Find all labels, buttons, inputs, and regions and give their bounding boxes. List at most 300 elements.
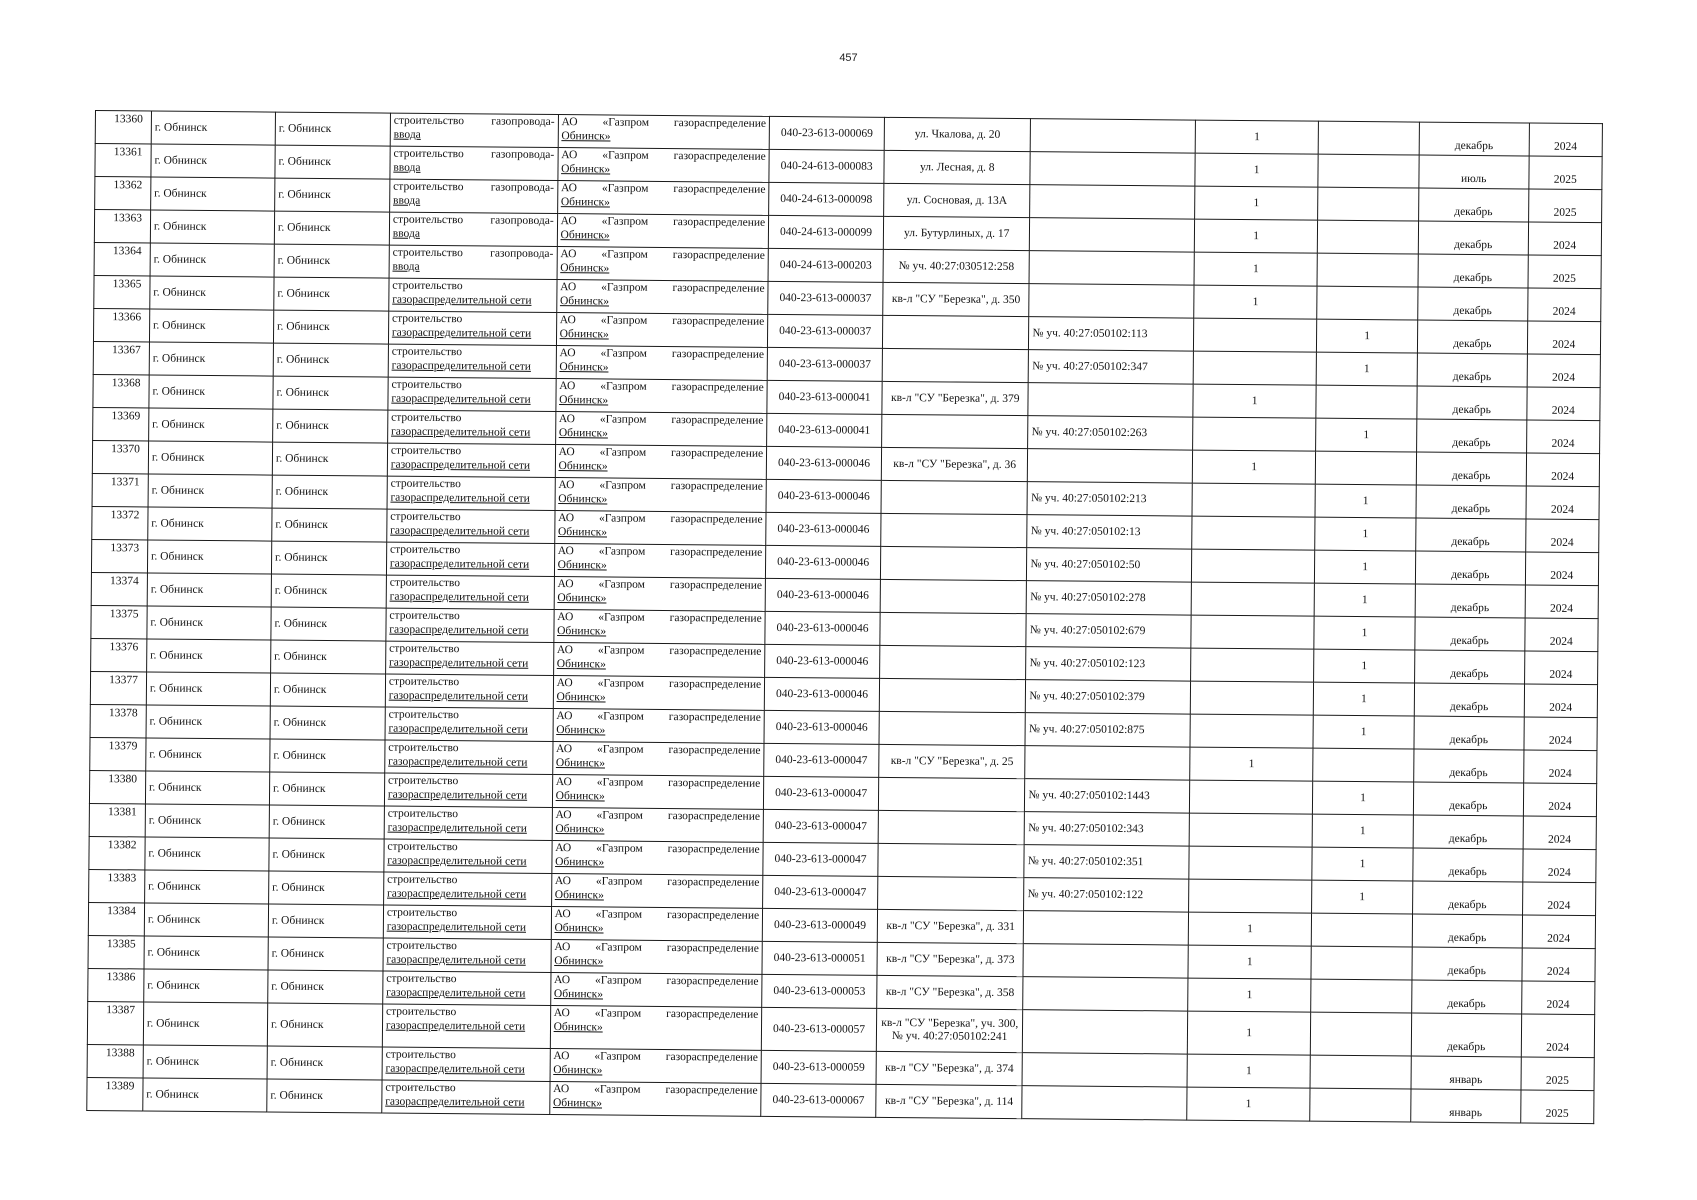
municipality-cell: г. Обнинск bbox=[147, 540, 271, 574]
month-cell: декабрь bbox=[1415, 617, 1525, 651]
address-cell bbox=[880, 546, 1027, 580]
year-cell: 2024 bbox=[1527, 387, 1601, 421]
work-type-cell bbox=[388, 344, 556, 378]
org-prefix: АО bbox=[554, 908, 571, 921]
address-cell bbox=[879, 711, 1026, 745]
work-type-line2: газораспределительной сети bbox=[391, 326, 532, 340]
org-type: газораспределение bbox=[665, 1051, 758, 1064]
flag2-cell bbox=[1317, 253, 1418, 287]
work-type-cell bbox=[387, 443, 555, 477]
municipality-cell: г. Обнинск bbox=[145, 771, 269, 805]
org-city: Обнинск» bbox=[557, 559, 607, 572]
work-type-cell bbox=[386, 542, 554, 576]
year-cell: 2024 bbox=[1523, 783, 1597, 817]
organization-cell bbox=[557, 214, 769, 249]
settlement-cell: г. Обнинск bbox=[273, 376, 388, 410]
contract-code-cell: 040-23-613-000041 bbox=[767, 380, 882, 414]
work-type-cell bbox=[390, 146, 558, 180]
org-prefix: АО bbox=[557, 545, 574, 558]
organization-cell bbox=[556, 280, 768, 315]
cadastral-parcel-cell: № уч. 40:27:050102:875 bbox=[1025, 713, 1190, 747]
org-city: Обнинск» bbox=[558, 460, 608, 473]
month-cell: декабрь bbox=[1417, 320, 1527, 354]
org-name: «Газпром bbox=[597, 743, 644, 756]
org-type: газораспределение bbox=[668, 777, 761, 790]
work-type-cell bbox=[387, 410, 555, 444]
month-cell: декабрь bbox=[1415, 551, 1525, 585]
org-city: Обнинск» bbox=[556, 691, 606, 704]
flag1-cell bbox=[1192, 549, 1315, 583]
year-cell: 2025 bbox=[1521, 1057, 1595, 1091]
org-prefix: АО bbox=[556, 710, 573, 723]
work-type-line1: строительство bbox=[386, 972, 457, 986]
contract-code-cell: 040-24-613-000098 bbox=[769, 182, 884, 216]
work-type-line2: газораспределительной сети bbox=[385, 1095, 525, 1109]
org-name: «Газпром bbox=[599, 512, 646, 525]
org-prefix: АО bbox=[556, 743, 573, 756]
work-type-line1: строительство bbox=[390, 444, 462, 458]
org-name: «Газпром bbox=[597, 710, 644, 723]
row-number: 13364 bbox=[94, 242, 150, 275]
work-type-line2: газораспределительной сети bbox=[387, 854, 527, 868]
address-cell bbox=[880, 645, 1027, 679]
row-number: 13385 bbox=[88, 935, 144, 968]
org-type: газораспределение bbox=[669, 678, 762, 691]
row-number: 13377 bbox=[90, 671, 146, 704]
flag2-cell bbox=[1311, 946, 1412, 980]
month-cell: декабрь bbox=[1416, 518, 1526, 552]
org-name: «Газпром bbox=[598, 545, 646, 558]
organization-cell bbox=[558, 115, 770, 150]
municipality-cell: г. Обнинск bbox=[149, 342, 273, 376]
month-cell: декабрь bbox=[1412, 980, 1522, 1014]
municipality-cell: г. Обнинск bbox=[143, 1078, 267, 1112]
address-cell: кв-л "СУ "Березка", уч. 300, № уч. 40:27:050102:241 bbox=[876, 1008, 1023, 1052]
work-type-cell bbox=[384, 806, 552, 840]
row-number: 13360 bbox=[95, 111, 151, 144]
municipality-cell: г. Обнинск bbox=[151, 177, 275, 211]
organization-cell bbox=[552, 808, 764, 843]
org-type: газораспределение bbox=[666, 942, 759, 955]
flag2-cell: 1 bbox=[1313, 715, 1414, 749]
work-type-cell bbox=[389, 179, 557, 213]
work-type-line2: ввода bbox=[393, 194, 421, 207]
work-type-cell bbox=[385, 674, 553, 708]
org-city: Обнинск» bbox=[560, 196, 610, 209]
work-type-line2: газораспределительной сети bbox=[387, 788, 528, 802]
cadastral-parcel-cell: № уч. 40:27:050102:351 bbox=[1024, 845, 1189, 879]
settlement-cell: г. Обнинск bbox=[269, 805, 384, 839]
work-type-line2: газораспределительной сети bbox=[392, 293, 532, 307]
flag1-cell bbox=[1193, 351, 1316, 385]
gas-works-table bbox=[86, 110, 1603, 1124]
organization-cell bbox=[552, 775, 764, 810]
work-type-line2: газораспределительной сети bbox=[390, 524, 530, 538]
flag2-cell: 1 bbox=[1317, 319, 1418, 353]
cadastral-parcel-cell bbox=[1030, 218, 1195, 252]
month-cell: январь bbox=[1411, 1089, 1521, 1123]
org-prefix: АО bbox=[555, 776, 572, 789]
org-city: Обнинск» bbox=[559, 394, 609, 407]
year-cell: 2024 bbox=[1529, 123, 1603, 157]
org-name: «Газпром bbox=[599, 446, 647, 459]
work-type-cell bbox=[382, 1080, 550, 1114]
year-cell: 2024 bbox=[1522, 915, 1596, 949]
work-type-line1: строительство bbox=[393, 114, 465, 128]
organization-cell bbox=[556, 346, 768, 381]
org-prefix: АО bbox=[560, 182, 578, 195]
org-name: «Газпром bbox=[594, 974, 642, 987]
org-city: Обнинск» bbox=[554, 889, 604, 902]
work-type-line2: газораспределительной сети bbox=[385, 1019, 526, 1033]
settlement-cell: г. Обнинск bbox=[275, 145, 390, 179]
organization-cell bbox=[557, 181, 769, 216]
work-type-line1b: газопровода- bbox=[491, 115, 555, 129]
year-cell: 2024 bbox=[1521, 981, 1595, 1015]
row-number: 13361 bbox=[95, 144, 151, 177]
flag2-cell bbox=[1318, 121, 1419, 155]
org-prefix: АО bbox=[559, 347, 576, 360]
year-cell: 2024 bbox=[1525, 552, 1599, 586]
org-city: Обнинск» bbox=[560, 229, 610, 242]
year-cell: 2024 bbox=[1526, 420, 1600, 454]
flag1-cell bbox=[1194, 318, 1317, 352]
year-cell: 2025 bbox=[1529, 156, 1603, 190]
work-type-cell bbox=[388, 311, 556, 345]
org-city: Обнинск» bbox=[553, 1021, 603, 1034]
org-city: Обнинск» bbox=[556, 724, 606, 737]
year-cell: 2024 bbox=[1527, 354, 1601, 388]
org-prefix: АО bbox=[555, 809, 572, 822]
work-type-line1: строительство bbox=[390, 477, 461, 491]
year-cell: 2025 bbox=[1528, 255, 1602, 289]
month-cell: декабрь bbox=[1413, 815, 1523, 849]
work-type-line2: газораспределительной сети bbox=[387, 821, 527, 835]
org-name: «Газпром bbox=[598, 611, 645, 624]
org-city: Обнинск» bbox=[556, 658, 606, 671]
contract-code-cell: 040-23-613-000047 bbox=[764, 776, 879, 810]
address-cell: ул. Чкалова, д. 20 bbox=[884, 117, 1031, 151]
org-name: «Газпром bbox=[596, 809, 644, 822]
municipality-cell: г. Обнинск bbox=[148, 474, 272, 508]
org-prefix: АО bbox=[554, 974, 571, 987]
table-container bbox=[86, 110, 1603, 1124]
contract-code-cell: 040-23-613-000046 bbox=[766, 446, 881, 480]
work-type-line1: строительство bbox=[392, 279, 463, 293]
contract-code-cell: 040-23-613-000057 bbox=[761, 1007, 876, 1051]
organization-cell bbox=[553, 643, 765, 678]
month-cell: декабрь bbox=[1412, 914, 1522, 948]
flag2-cell bbox=[1316, 385, 1417, 419]
org-type: газораспределение bbox=[673, 216, 766, 229]
contract-code-cell: 040-23-613-000049 bbox=[762, 908, 877, 942]
flag2-cell bbox=[1315, 451, 1416, 485]
settlement-cell: г. Обнинск bbox=[271, 574, 386, 608]
municipality-cell: г. Обнинск bbox=[150, 243, 274, 277]
cadastral-parcel-cell: № уч. 40:27:050102:50 bbox=[1027, 548, 1192, 582]
flag1-cell: 1 bbox=[1195, 186, 1318, 220]
org-prefix: АО bbox=[558, 479, 575, 492]
municipality-cell: г. Обнинск bbox=[150, 276, 274, 310]
flag2-cell bbox=[1318, 187, 1419, 221]
contract-code-cell: 040-23-613-000046 bbox=[765, 611, 880, 645]
address-cell: ул. Бутурлиных, д. 17 bbox=[883, 216, 1030, 250]
flag1-cell bbox=[1190, 714, 1313, 748]
work-type-cell bbox=[387, 476, 555, 510]
org-type: газораспределение bbox=[673, 150, 766, 163]
contract-code-cell: 040-23-613-000047 bbox=[764, 743, 879, 777]
row-number: 13380 bbox=[89, 770, 145, 803]
organization-cell bbox=[554, 610, 766, 645]
work-type-line1: строительство bbox=[388, 708, 459, 722]
cadastral-parcel-cell: № уч. 40:27:050102:278 bbox=[1027, 581, 1192, 615]
address-cell: кв-л "СУ "Березка", д. 350 bbox=[883, 282, 1030, 316]
row-number: 13370 bbox=[92, 440, 148, 473]
organization-cell bbox=[554, 511, 766, 546]
cadastral-parcel-cell bbox=[1028, 383, 1193, 417]
org-prefix: АО bbox=[556, 677, 573, 690]
year-cell: 2024 bbox=[1524, 684, 1598, 718]
settlement-cell: г. Обнинск bbox=[273, 343, 388, 377]
flag1-cell: 1 bbox=[1193, 384, 1316, 418]
row-number: 13374 bbox=[91, 572, 147, 605]
settlement-cell: г. Обнинск bbox=[269, 838, 384, 872]
work-type-cell bbox=[389, 245, 557, 279]
work-type-cell bbox=[387, 509, 555, 543]
settlement-cell: г. Обнинск bbox=[268, 970, 383, 1004]
contract-code-cell: 040-23-613-000047 bbox=[763, 875, 878, 909]
work-type-line2: газораспределительной сети bbox=[391, 425, 531, 439]
flag1-cell: 1 bbox=[1194, 285, 1317, 319]
work-type-line1: строительство bbox=[386, 906, 458, 920]
flag2-cell: 1 bbox=[1312, 814, 1413, 848]
org-name: «Газпром bbox=[599, 479, 646, 492]
flag1-cell: 1 bbox=[1187, 1087, 1310, 1121]
year-cell: 2024 bbox=[1522, 948, 1596, 982]
work-type-cell bbox=[385, 641, 553, 675]
row-number: 13387 bbox=[87, 1001, 143, 1044]
flag2-cell: 1 bbox=[1314, 649, 1415, 683]
org-prefix: АО bbox=[554, 875, 572, 888]
contract-code-cell: 040-23-613-000059 bbox=[761, 1050, 876, 1084]
row-number: 13368 bbox=[93, 374, 149, 407]
org-name: «Газпром bbox=[600, 347, 648, 360]
flag1-cell: 1 bbox=[1194, 219, 1317, 253]
month-cell: декабрь bbox=[1413, 848, 1523, 882]
flag2-cell bbox=[1318, 220, 1419, 254]
settlement-cell: г. Обнинск bbox=[272, 442, 387, 476]
work-type-line1: строительство bbox=[391, 378, 462, 392]
work-type-line1: строительство bbox=[390, 510, 461, 524]
work-type-line2: газораспределительной сети bbox=[391, 392, 531, 406]
year-cell: 2024 bbox=[1521, 1014, 1595, 1058]
org-type: газораспределение bbox=[672, 249, 765, 262]
org-city: Обнинск» bbox=[555, 757, 606, 770]
year-cell: 2024 bbox=[1524, 651, 1598, 685]
month-cell: декабрь bbox=[1413, 782, 1523, 816]
cadastral-parcel-cell bbox=[1024, 911, 1189, 945]
org-city: Обнинск» bbox=[561, 163, 611, 176]
flag2-cell bbox=[1311, 979, 1412, 1013]
cadastral-parcel-cell bbox=[1029, 284, 1194, 318]
flag1-cell: 1 bbox=[1192, 450, 1315, 484]
address-cell: кв-л "СУ "Березка", д. 331 bbox=[877, 909, 1024, 943]
year-cell: 2024 bbox=[1522, 882, 1596, 916]
month-cell: декабрь bbox=[1418, 254, 1528, 288]
org-prefix: АО bbox=[553, 1007, 570, 1020]
row-number: 13362 bbox=[95, 177, 151, 210]
work-type-line1: строительство bbox=[387, 774, 459, 788]
work-type-line2: газораспределительной сети bbox=[386, 887, 527, 901]
org-type: газораспределение bbox=[673, 117, 767, 130]
flag1-cell: 1 bbox=[1190, 747, 1313, 781]
settlement-cell: г. Обнинск bbox=[268, 904, 383, 938]
flag2-cell: 1 bbox=[1316, 418, 1417, 452]
address-cell bbox=[882, 348, 1029, 382]
month-cell: декабрь bbox=[1418, 188, 1528, 222]
flag1-cell bbox=[1191, 615, 1314, 649]
organization-cell bbox=[556, 379, 768, 414]
settlement-cell: г. Обнинск bbox=[269, 871, 384, 905]
cadastral-parcel-cell bbox=[1025, 746, 1190, 780]
address-cell bbox=[880, 579, 1027, 613]
org-city: Обнинск» bbox=[555, 823, 605, 836]
flag1-cell: 1 bbox=[1195, 153, 1318, 187]
contract-code-cell: 040-23-613-000046 bbox=[766, 479, 881, 513]
cadastral-parcel-cell: № уч. 40:27:050102:679 bbox=[1026, 614, 1191, 648]
address-cell bbox=[881, 480, 1028, 514]
address-cell: ул. Сосновая, д. 13А bbox=[884, 183, 1031, 217]
cadastral-parcel-cell bbox=[1022, 1053, 1187, 1087]
work-type-line2: газораспределительной сети bbox=[389, 590, 529, 604]
org-name: «Газпром bbox=[597, 677, 645, 690]
cadastral-parcel-cell: № уч. 40:27:050102:347 bbox=[1029, 350, 1194, 384]
cadastral-parcel-cell bbox=[1030, 152, 1195, 186]
flag2-cell: 1 bbox=[1314, 616, 1415, 650]
municipality-cell: г. Обнинск bbox=[149, 375, 273, 409]
work-type-line2: газораспределительной сети bbox=[390, 491, 530, 505]
year-cell: 2024 bbox=[1527, 288, 1601, 322]
contract-code-cell: 040-24-613-000203 bbox=[768, 248, 883, 282]
row-number: 13381 bbox=[89, 803, 145, 836]
contract-code-cell: 040-23-613-000069 bbox=[769, 116, 884, 150]
organization-cell bbox=[554, 577, 766, 612]
municipality-cell: г. Обнинск bbox=[144, 969, 268, 1003]
org-prefix: АО bbox=[553, 1050, 570, 1063]
work-type-line2: газораспределительной сети bbox=[388, 689, 529, 703]
org-name: «Газпром bbox=[594, 1050, 641, 1063]
org-type: газораспределение bbox=[666, 975, 759, 988]
contract-code-cell: 040-23-613-000046 bbox=[765, 644, 880, 678]
contract-code-cell: 040-23-613-000047 bbox=[763, 809, 878, 843]
org-prefix: АО bbox=[561, 116, 578, 129]
org-prefix: АО bbox=[558, 446, 575, 459]
work-type-cell bbox=[383, 971, 551, 1005]
organization-cell bbox=[551, 874, 763, 909]
work-type-line1: строительство bbox=[392, 213, 464, 227]
municipality-cell: г. Обнинск bbox=[146, 738, 270, 772]
work-type-line2: ввода bbox=[392, 260, 420, 273]
work-type-line1: строительство bbox=[389, 642, 460, 656]
organization-cell bbox=[550, 1049, 762, 1084]
flag1-cell bbox=[1189, 813, 1312, 847]
organization-cell bbox=[550, 1006, 762, 1051]
org-name: «Газпром bbox=[596, 776, 644, 789]
flag2-cell: 1 bbox=[1315, 517, 1416, 551]
work-type-line1b: газопровода- bbox=[490, 148, 555, 162]
cadastral-parcel-cell: № уч. 40:27:050102:263 bbox=[1028, 416, 1193, 450]
row-number: 13373 bbox=[91, 539, 147, 572]
month-cell: декабрь bbox=[1412, 947, 1522, 981]
year-cell: 2025 bbox=[1528, 189, 1602, 223]
flag1-cell: 1 bbox=[1194, 252, 1317, 286]
address-cell: ул. Лесная, д. 8 bbox=[884, 150, 1031, 184]
settlement-cell: г. Обнинск bbox=[268, 937, 383, 971]
work-type-line2: ввода bbox=[393, 128, 421, 141]
settlement-cell: г. Обнинск bbox=[267, 1079, 382, 1113]
work-type-line1: строительство bbox=[391, 312, 463, 326]
flag2-cell bbox=[1311, 913, 1412, 947]
row-number: 13365 bbox=[94, 275, 150, 308]
cadastral-parcel-cell: № уч. 40:27:050102:13 bbox=[1027, 515, 1192, 549]
org-prefix: АО bbox=[560, 281, 577, 294]
settlement-cell: г. Обнинск bbox=[274, 277, 389, 311]
contract-code-cell: 040-23-613-000046 bbox=[764, 677, 879, 711]
org-type: газораспределение bbox=[667, 843, 760, 856]
contract-code-cell: 040-23-613-000037 bbox=[767, 347, 882, 381]
settlement-cell: г. Обнинск bbox=[274, 244, 389, 278]
org-prefix: АО bbox=[560, 215, 577, 228]
org-type: газораспределение bbox=[673, 183, 766, 196]
work-type-line1: строительство bbox=[393, 180, 464, 194]
settlement-cell: г. Обнинск bbox=[270, 673, 385, 707]
contract-code-cell: 040-23-613-000046 bbox=[764, 710, 879, 744]
org-type: газораспределение bbox=[671, 414, 764, 427]
org-city: Обнинск» bbox=[557, 625, 607, 638]
work-type-cell bbox=[385, 707, 553, 741]
row-number: 13382 bbox=[89, 836, 145, 869]
cadastral-parcel-cell: № уч. 40:27:050102:343 bbox=[1025, 812, 1190, 846]
org-city: Обнинск» bbox=[553, 1064, 603, 1077]
row-number: 13366 bbox=[93, 308, 149, 341]
org-city: Обнинск» bbox=[554, 922, 604, 935]
org-city: Обнинск» bbox=[552, 1097, 603, 1110]
organization-cell bbox=[554, 544, 766, 579]
organization-cell bbox=[558, 148, 770, 183]
month-cell: декабрь bbox=[1414, 749, 1524, 783]
month-cell: декабрь bbox=[1416, 419, 1526, 453]
org-type: газораспределение bbox=[665, 1084, 758, 1097]
org-name: «Газпром bbox=[600, 314, 648, 327]
month-cell: декабрь bbox=[1414, 716, 1524, 750]
org-type: газораспределение bbox=[670, 546, 763, 559]
year-cell: 2024 bbox=[1523, 750, 1597, 784]
work-type-cell bbox=[385, 740, 553, 774]
settlement-cell: г. Обнинск bbox=[275, 178, 390, 212]
row-number: 13369 bbox=[93, 407, 149, 440]
row-number: 13384 bbox=[88, 902, 144, 935]
work-type-line1: строительство bbox=[393, 147, 464, 161]
work-type-cell bbox=[383, 872, 551, 906]
row-number: 13376 bbox=[91, 638, 147, 671]
work-type-cell bbox=[382, 1047, 550, 1081]
flag2-cell bbox=[1310, 1055, 1411, 1089]
org-prefix: АО bbox=[554, 941, 571, 954]
org-type: газораспределение bbox=[669, 579, 763, 592]
settlement-cell: г. Обнинск bbox=[274, 211, 389, 245]
address-cell: кв-л "СУ "Березка", д. 25 bbox=[879, 744, 1026, 778]
address-cell bbox=[878, 810, 1025, 844]
